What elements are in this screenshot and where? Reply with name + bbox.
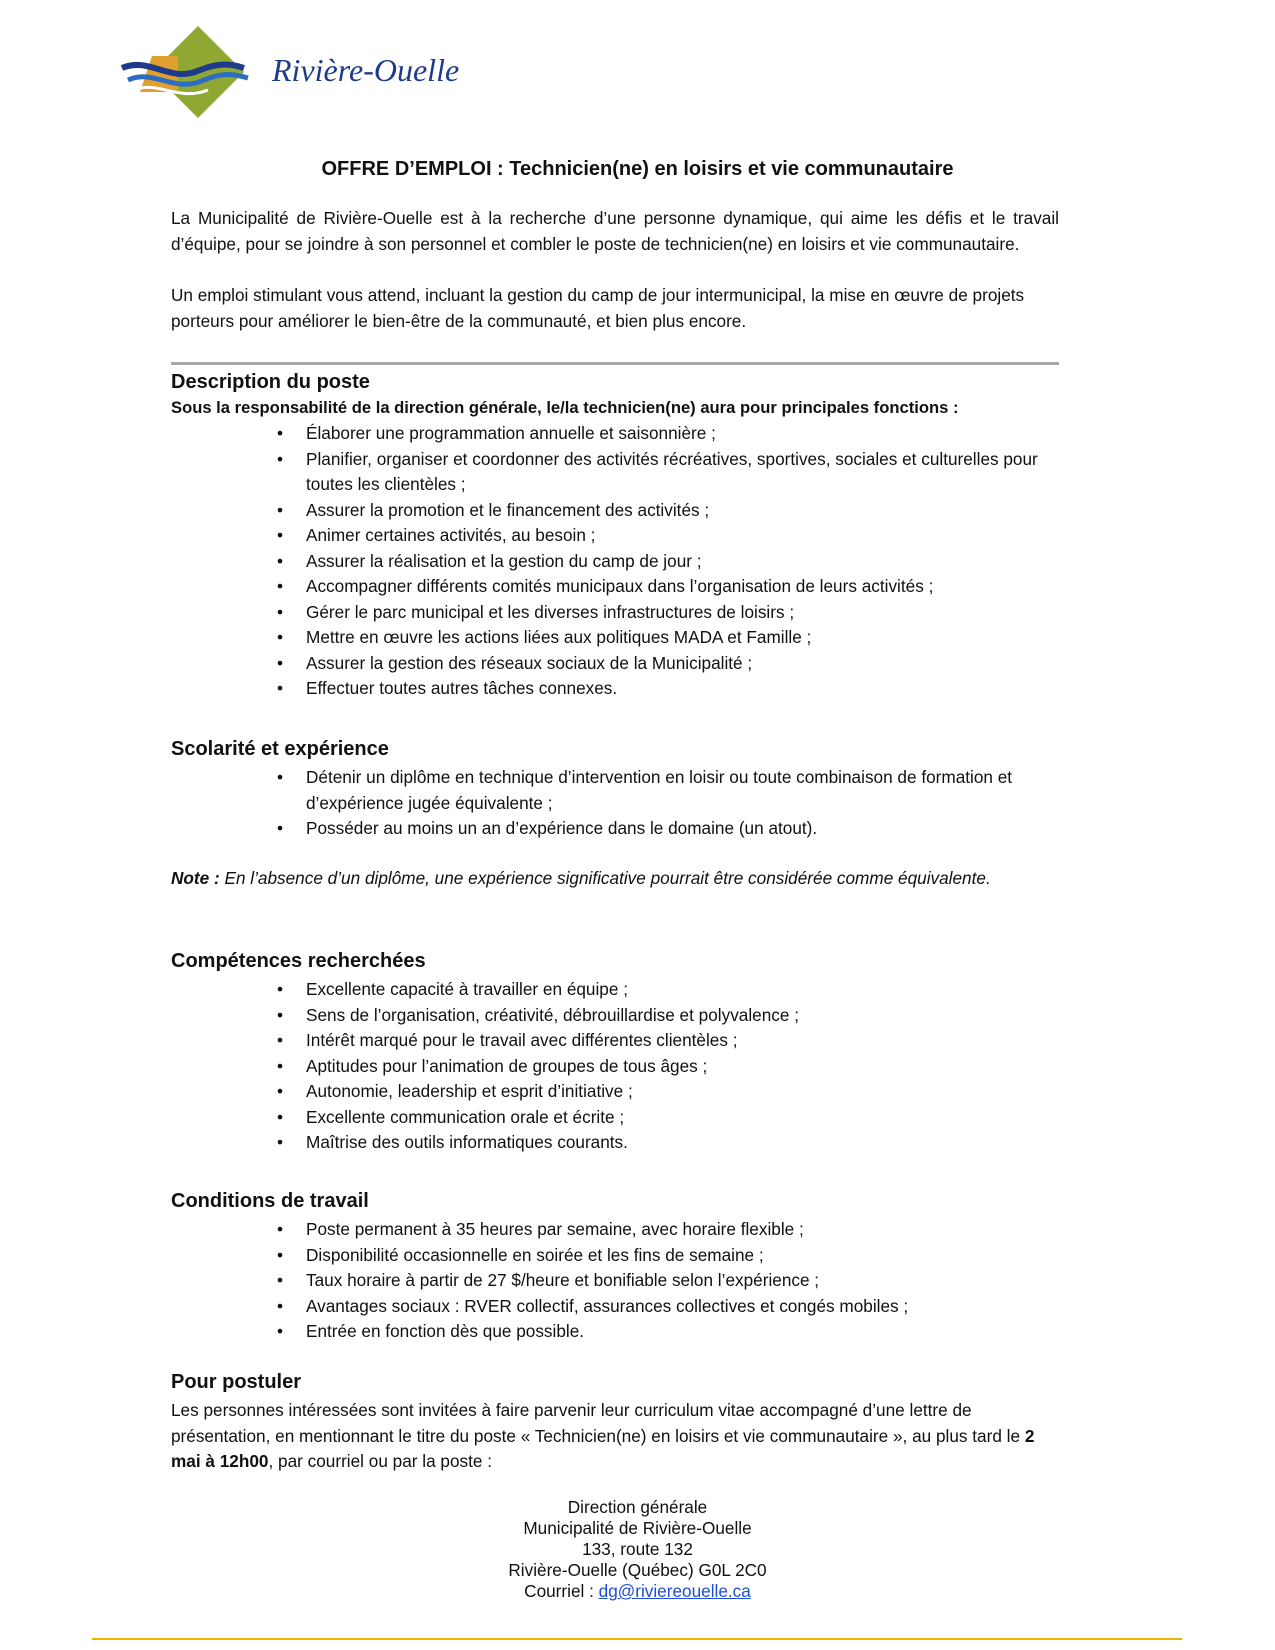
postal-address: [0, 1497, 1275, 1602]
list-item: • Effectuer toutes autres tâches connexes.: [306, 676, 1046, 702]
postuler-text-before: Les personnes intéressées sont invitées à faire parvenir leur curriculum vitae accompagné d’une lettre de présentation, en mentionnant le titre du poste « Technicien(ne) en loisirs et vie communautaire », au plus tard le: [171, 1400, 1025, 1446]
address-line: Rivière-Ouelle (Québec) G0L 2C0: [508, 1560, 767, 1580]
list-item: • Taux horaire à partir de 27 $/heure et bonifiable selon l’expérience ;: [306, 1268, 1046, 1294]
postuler-paragraph: [171, 1398, 1059, 1475]
conditions-list: [306, 1217, 1046, 1345]
list-item: • Planifier, organiser et coordonner des activités récréatives, sportives, sociales et culturelles pour toutes les clientèles ;: [306, 447, 1046, 498]
list-item: • Intérêt marqué pour le travail avec différentes clientèles ;: [306, 1028, 1046, 1054]
list-item: • Excellente capacité à travailler en équipe ;: [306, 977, 1046, 1003]
list-item: • Gérer le parc municipal et les diverses infrastructures de loisirs ;: [306, 600, 1046, 626]
list-item: • Posséder au moins un an d’expérience dans le domaine (un atout).: [306, 816, 1046, 842]
competences-list: [306, 977, 1046, 1156]
address-email-line: [0, 1581, 1275, 1602]
intro-paragraph-2: Un emploi stimulant vous attend, incluant la gestion du camp de jour intermunicipal, la mise en œuvre de projets porteurs pour améliorer le bien-être de la communauté, et bien plus encore.: [171, 285, 1025, 331]
list-item: • Autonomie, leadership et esprit d’initiative ;: [306, 1079, 1046, 1105]
municipality-logo: [120, 22, 480, 134]
list-item: • Aptitudes pour l’animation de groupes de tous âges ;: [306, 1054, 1046, 1080]
list-item: • Excellente communication orale et écrite ;: [306, 1105, 1046, 1131]
description-heading: Description du poste: [171, 371, 370, 393]
list-item: • Accompagner différents comités municipaux dans l’organisation de leurs activités ;: [306, 574, 1046, 600]
description-subheading: Sous la responsabilité de la direction générale, le/la technicien(ne) aura pour principales fonctions :: [171, 398, 959, 417]
postuler-deadline: 2 mai à 12h00: [171, 1425, 1035, 1471]
list-item: • Entrée en fonction dès que possible.: [306, 1319, 1046, 1345]
note-label: Note :: [171, 868, 220, 888]
address-line: 133, route 132: [582, 1539, 693, 1559]
logo-mark-icon: [120, 22, 270, 134]
note-paragraph: [171, 866, 1031, 892]
description-list: [306, 421, 1046, 702]
scolarite-heading: Scolarité et expérience: [171, 738, 389, 760]
list-item: • Assurer la réalisation et la gestion du camp de jour ;: [306, 549, 1046, 575]
postuler-text-after: , par courriel ou par la poste :: [268, 1451, 493, 1471]
page-title: OFFRE D’EMPLOI : Technicien(ne) en loisirs et vie communautaire: [321, 158, 954, 180]
list-item: • Maîtrise des outils informatiques courants.: [306, 1130, 1046, 1156]
address-line: Municipalité de Rivière-Ouelle: [523, 1518, 752, 1538]
list-item: • Assurer la promotion et le financement des activités ;: [306, 498, 1046, 524]
email-label: Courriel :: [524, 1581, 599, 1601]
section-divider: [171, 362, 1059, 365]
list-item: • Poste permanent à 35 heures par semaine, avec horaire flexible ;: [306, 1217, 1046, 1243]
address-line: Direction générale: [567, 1497, 708, 1517]
list-item: • Assurer la gestion des réseaux sociaux de la Municipalité ;: [306, 651, 1046, 677]
scolarite-list: [306, 765, 1046, 842]
list-item: • Avantages sociaux : RVER collectif, assurances collectives et congés mobiles ;: [306, 1294, 1046, 1320]
list-item: • Animer certaines activités, au besoin ;: [306, 523, 1046, 549]
footer-divider: [92, 1638, 1182, 1640]
conditions-heading: Conditions de travail: [171, 1190, 369, 1212]
list-item: • Disponibilité occasionnelle en soirée et les fins de semaine ;: [306, 1243, 1046, 1269]
list-item: • Élaborer une programmation annuelle et saisonnière ;: [306, 421, 1046, 447]
competences-heading: Compétences recherchées: [171, 950, 426, 972]
logo-wordmark: Rivière-Ouelle: [272, 52, 460, 88]
postuler-heading: Pour postuler: [171, 1371, 302, 1393]
list-item: • Mettre en œuvre les actions liées aux politiques MADA et Famille ;: [306, 625, 1046, 651]
intro-paragraph-1: La Municipalité de Rivière-Ouelle est à la recherche d’une personne dynamique, qui aime les défis et le travail d’équipe, pour se joindre à son personnel et combler le poste de technicien(ne) en loisirs et vie communautaire.: [171, 208, 1059, 254]
list-item: • Détenir un diplôme en technique d’intervention en loisir ou toute combinaison de formation et d’expérience jugée équivalente ;: [306, 765, 1046, 816]
list-item: • Sens de l’organisation, créativité, débrouillardise et polyvalence ;: [306, 1003, 1046, 1029]
email-link[interactable]: dg@riviereouelle.ca: [598, 1581, 751, 1601]
note-text: En l’absence d’un diplôme, une expérience significative pourrait être considérée comme équivalente.: [219, 868, 991, 888]
